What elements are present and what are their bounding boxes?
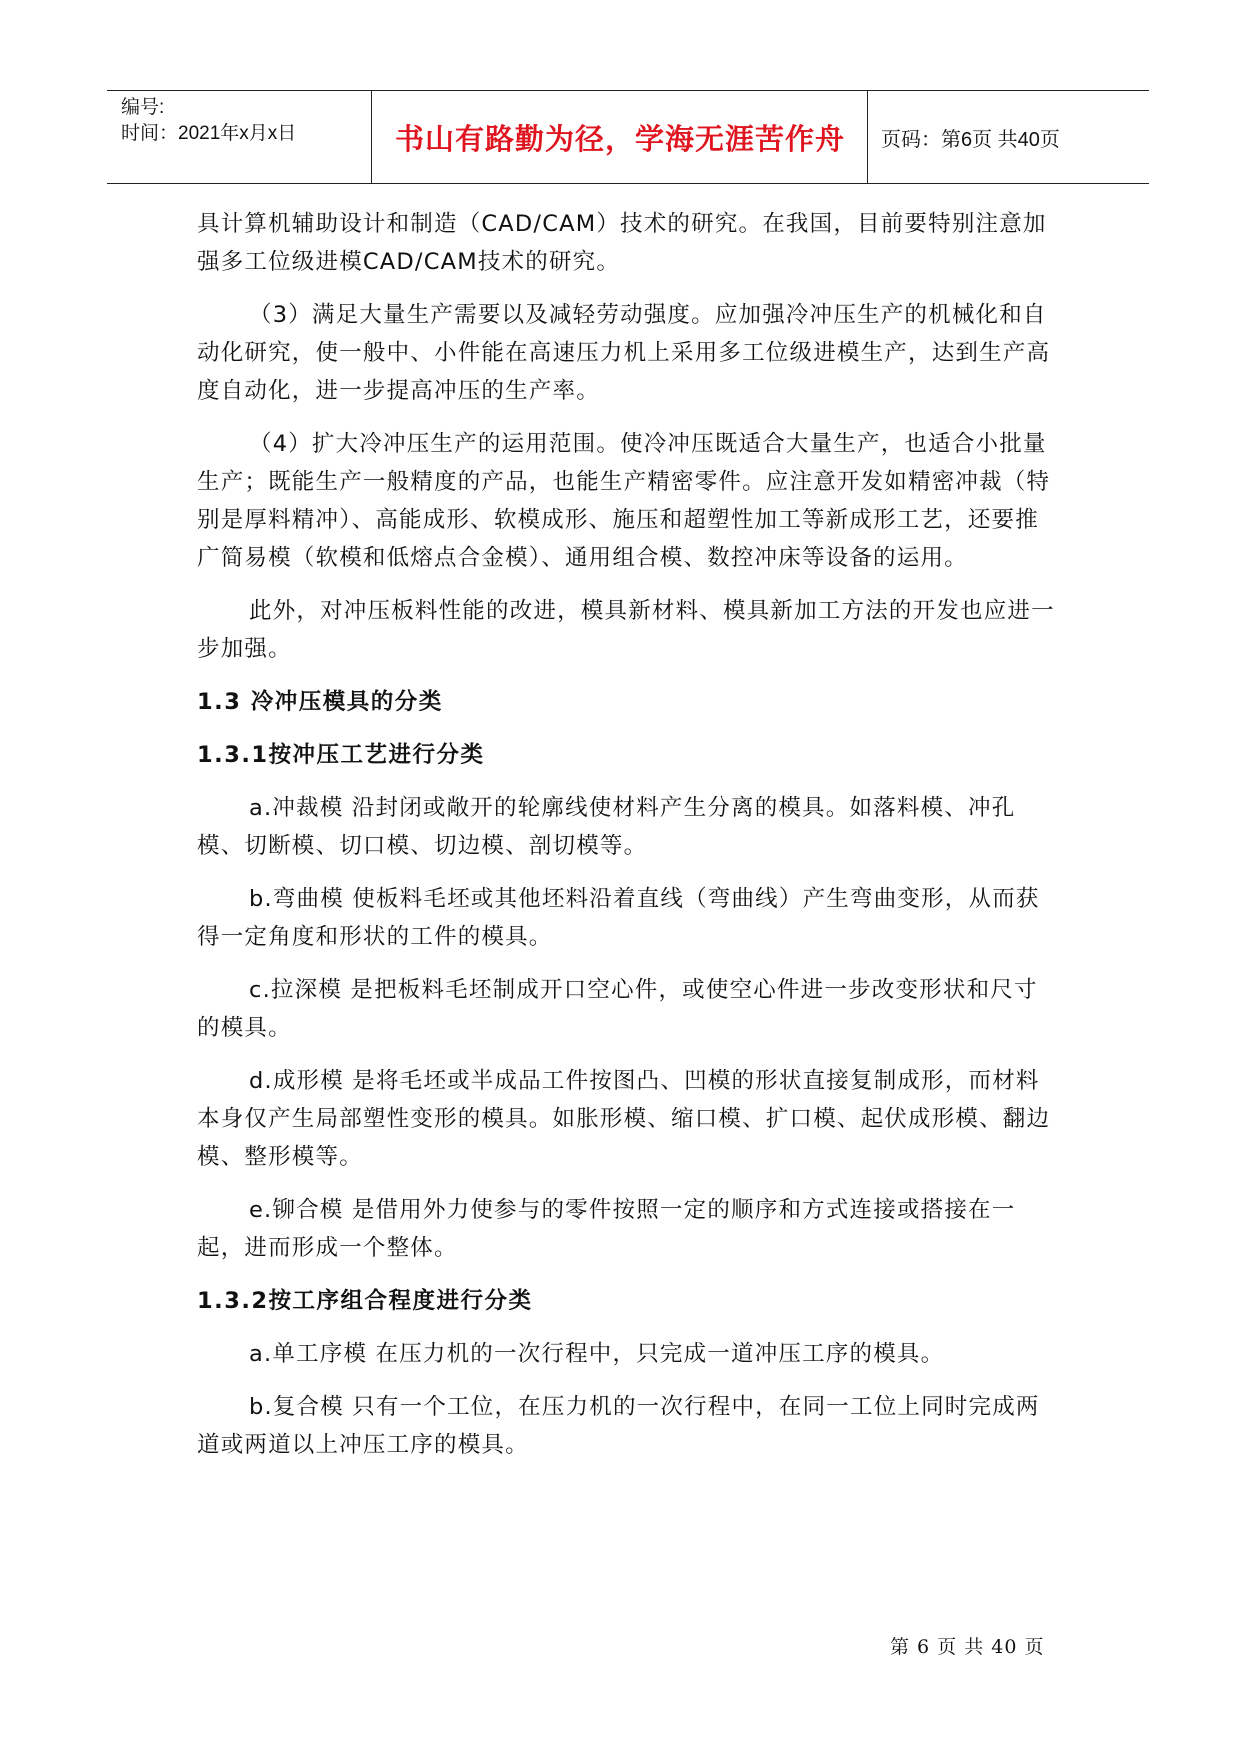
section-heading: 1.3.1按冲压工艺进行分类 xyxy=(197,742,485,768)
paragraph: a.单工序模 在压力机的一次行程中，只完成一道冲压工序的模具。 xyxy=(249,1341,945,1367)
page-footer: 第 6 页 共 40 页 xyxy=(890,1636,1045,1658)
paragraph: d.成形模 是将毛坯或半成品工件按图凸、凹模的形状直接复制成形，而材料本身仅产生局部塑性变形的模具。如胀形模、缩口模、扩口模、起伏成形模、翻边模、整形模等。 xyxy=(197,1068,1051,1170)
page-header xyxy=(107,90,1149,184)
paragraph: （4）扩大冷冲压生产的运用范围。使冷冲压既适合大量生产，也适合小批量生产；既能生产一般精度的产品，也能生产精密零件。应注意开发如精密冲裁（特别是厚料精冲）、高能成形、软模成形、施压和超塑性加工等新成形工艺，还要推广简易模（软模和低熔点合金模）、通用组合模、数控冲床等设备的运用。 xyxy=(197,431,1051,571)
header-page-label: 页码：第6页 共40页 xyxy=(881,128,1060,151)
header-meta-cell xyxy=(107,91,372,183)
section-heading: 1.3.2按工序组合程度进行分类 xyxy=(197,1288,533,1314)
paragraph: 具计算机辅助设计和制造（CAD/CAM）技术的研究。在我国，目前要特别注意加强多工位级进模CAD/CAM技术的研究。 xyxy=(197,211,1047,275)
paragraph: a.冲裁模 沿封闭或敞开的轮廓线使材料产生分离的模具。如落料模、冲孔模、切断模、切口模、切边模、剖切模等。 xyxy=(197,795,1016,859)
paragraph: e.铆合模 是借用外力使参与的零件按照一定的顺序和方式连接或搭接在一起，进而形成一个整体。 xyxy=(197,1197,1016,1261)
paragraph: b.弯曲模 使板料毛坯或其他坯料沿着直线（弯曲线）产生弯曲变形，从而获得一定角度和形状的工件的模具。 xyxy=(197,886,1040,950)
paragraph: 此外，对冲压板料性能的改进，模具新材料、模具新加工方法的开发也应进一步加强。 xyxy=(197,598,1055,662)
paragraph: b.复合模 只有一个工位，在压力机的一次行程中，在同一工位上同时完成两道或两道以上冲压工序的模具。 xyxy=(197,1394,1040,1458)
header-motto: 书山有路勤为径，学海无涯苦作舟 xyxy=(373,91,868,183)
document-body xyxy=(197,205,1057,1479)
document-number-label: 编号: xyxy=(121,97,165,118)
section-heading: 1.3 冷冲压模具的分类 xyxy=(197,689,443,715)
paragraph: （3）满足大量生产需要以及减轻劳动强度。应加强冷冲压生产的机械化和自动化研究，使一般中、小件能在高速压力机上采用多工位级进模生产，达到生产高度自动化，进一步提高冲压的生产率。 xyxy=(197,302,1051,404)
document-time-label: 时间：2021年x月x日 xyxy=(121,123,297,144)
paragraph: c.拉深模 是把板料毛坯制成开口空心件，或使空心件进一步改变形状和尺寸的模具。 xyxy=(197,977,1038,1041)
